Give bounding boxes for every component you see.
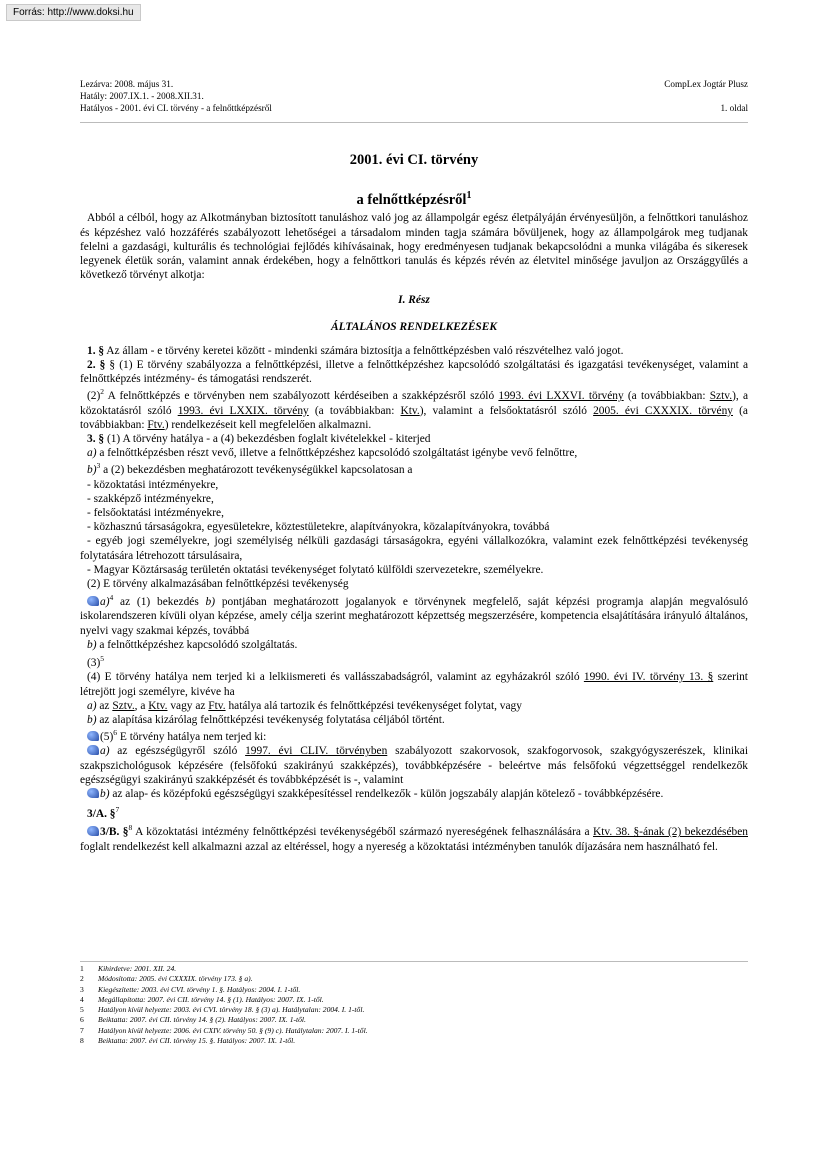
page-header <box>80 78 748 114</box>
law-link[interactable]: 2005. évi CXXXIX. törvény <box>593 404 733 417</box>
act-title: 2001. évi CI. törvény <box>349 152 479 168</box>
product-name: CompLex Jogtár Plusz <box>664 79 748 89</box>
footnote-number: 5 <box>80 1005 84 1015</box>
document-page <box>80 78 748 854</box>
amendment-icon[interactable] <box>87 788 99 798</box>
footnote-text: Beiktatta: 2007. évi CII. törvény 15. §. Hatályos: 2007. IX. 1-től. <box>98 1036 296 1046</box>
footnote-number: 2 <box>80 974 84 984</box>
footnote-number: 7 <box>80 1025 84 1035</box>
footnote-text: Megállapította: 2007. évi CII. törvény 14. § (1). Hatályos: 2007. IX. 1-től. <box>98 994 324 1004</box>
amendment-icon[interactable] <box>87 826 99 836</box>
law-link[interactable]: Ftv. <box>147 418 165 431</box>
footnote <box>80 1036 748 1046</box>
footnote <box>80 995 748 1005</box>
source-label: Forrás: http://www.doksi.hu <box>6 4 141 21</box>
footnote-ref[interactable]: 7 <box>115 805 120 815</box>
footnote-number: 3 <box>80 984 84 994</box>
list-item: - egyéb jogi személyekre, jogi személyiség nélküli gazdasági társaságokra, egyéni vállalkozókra, valamint ezek felnőttképzési tevékenység folytatására létrehozott társulásaira, <box>80 535 748 562</box>
law-link[interactable]: Sztv. <box>709 390 733 403</box>
footnote-ref[interactable]: 4 <box>109 593 114 603</box>
section-3-para-2-b: b) a felnőttképzéshez kapcsolódó szolgáltatás. <box>87 638 298 651</box>
list-item: - Magyar Köztársaság területén oktatási tevékenységet folytató külföldi szervezetekre, személyekre. <box>87 563 544 576</box>
law-link[interactable]: Ftv. <box>208 699 226 712</box>
section-3-point-a: a) a felnőttképzésben részt vevő, illetve a felnőttképzéshez kapcsolódó szolgáltatást igénybe vevő felnőttre, <box>87 447 578 460</box>
footnote-number: 6 <box>80 1015 84 1025</box>
footnote-ref[interactable]: 5 <box>100 654 105 664</box>
list-item: - szakképző intézményekre, <box>87 492 214 505</box>
law-link[interactable]: Ktv. <box>400 404 420 417</box>
section-3-para-2-a: a)$^4$ az (1) bekezdés b) pontjában meghatározott jogalanyok e törvénynek megfelelő, saját képzési programja alapján megvalósuló iskolarendszeren kívüli olyan képzése, amely célja szerint meghatározott képzettség megszerzésére, kompetencia elsajátítására irányuló általános, nyelvi vagy szakmai képzés, továbbá <box>80 593 749 637</box>
header-divider <box>80 122 748 123</box>
footnote-number: 8 <box>80 1036 84 1046</box>
footnote-ref[interactable]: 3 <box>96 461 101 471</box>
footnote <box>80 974 748 984</box>
section-3-para-5-b: b) az alap- és középfokú egészségügyi szakképesítéssel rendelkezők - külön jogszabály alapján kötelező - továbbképzésére. <box>80 787 748 801</box>
law-link[interactable]: Sztv. <box>112 699 135 712</box>
footnote-number: 1 <box>80 964 84 973</box>
amendment-icon[interactable] <box>87 596 99 606</box>
amendment-icon[interactable] <box>87 745 99 755</box>
footnote-text: Hatályon kívül helyezte: 2006. évi CXIV. törvény 50. § (9) c). Hatálytalan: 2007. I. 1-től. <box>98 1025 368 1035</box>
section-3a: 3/A. §$^7$ <box>87 805 120 821</box>
law-link[interactable]: 1993. évi LXXIX. törvény <box>177 404 309 417</box>
footnote-text: Módosította: 2005. évi CXXXIX. törvény 173. § a). <box>98 974 253 984</box>
chapter-heading: ÁLTALÁNOS RENDELKEZÉSEK <box>331 320 497 333</box>
section-3-para-2: (2) E törvény alkalmazásában felnőttképzési tevékenység <box>87 578 349 591</box>
footnote <box>80 1015 748 1025</box>
footnote <box>80 964 748 974</box>
footnote-number: 4 <box>80 994 84 1004</box>
section-3-para-3: $(3)^5$ <box>87 654 105 670</box>
page-number: 1. oldal <box>720 103 748 113</box>
validity-range: Hatály: 2007.IX.1. - 2008.XII.31. <box>80 91 204 101</box>
section-3-para-5: $(5)^6$ E törvény hatálya nem terjed ki: <box>80 730 748 744</box>
in-force-title: Hatályos - 2001. évi CI. törvény - a felnőttképzésről <box>80 103 272 113</box>
section-3-para-4-a: a) az Sztv., a Ktv. vagy az Ftv. hatálya alá tartozik és felnőttképzési tevékenységet folytat, vagy <box>87 699 522 712</box>
section-3-para-5-a: a) az egészségügyről szóló 1997. évi CLIV. törvényben szabályozott szakorvosok, szakfogorvosok, szakgyógyszerészek, klinikai szakpszichológusok képzésére (felsőfokú szakirányú szakképzés), továbbképzésére - beleértve más felsőfokú végzettséggel rendelkezők egészségügyi szakirányú szakképzését és továbbképzését is -, valamint <box>80 745 749 786</box>
list-item: - közoktatási intézményekre, <box>87 478 219 491</box>
law-link[interactable]: 1997. évi CLIV. törvényben <box>245 745 388 758</box>
section-3-point-b: b)$^3$ a (2) bekezdésben meghatározott tevékenységükkel kapcsolatosan a <box>87 461 413 477</box>
law-link[interactable]: 1990. évi IV. törvény 13. § <box>583 671 714 684</box>
footnote <box>80 1026 748 1036</box>
footnote-ref[interactable]: 6 <box>113 728 118 738</box>
section-2: 2. § § (1) E törvény szabályozza a felnőttképzési, illetve a felnőttképzéshez kapcsolódó szolgáltatási és igazgatási tevékenységet, valamint a felnőttképzés intézmény- és támogatási rendszerét. <box>80 359 748 386</box>
list-item: - felsőoktatási intézményekre, <box>87 507 224 520</box>
footnote <box>80 985 748 995</box>
part-heading: I. Rész <box>398 294 430 307</box>
footnote-text: Kihirdetve: 2001. XII. 24. <box>98 964 177 973</box>
section-2-para-2: $(2)^2$ A felnőttképzés e törvényben nem szabályozott kérdéseiben a szakképzésről szóló 1993. évi LXXVI. törvény (a továbbiakban: Sztv.), a közoktatásról szóló 1993. évi LXXIX. törvény (a továbbiakban: Ktv.), valamint a felsőoktatásról szóló 2005. évi CXXXIX. törvény (a továbbiakban: Ftv.) rendelkezéseit kell megfelelően alkalmazni. <box>80 387 748 431</box>
amendment-icon[interactable] <box>87 731 99 741</box>
footnotes <box>80 964 748 1046</box>
footnote <box>80 1005 748 1015</box>
section-3b: 3/B. §$^8$ A közoktatási intézmény felnőttképzési tevékenységéből származó nyereségének felhasználására a Ktv. 38. §-ának (2) bekezdésében foglalt rendelkezést kell alkalmazni azzal az eltéréssel, hogy a nyereség a közoktatási intézményben tanulók díjazására nem használható fel. <box>80 823 748 853</box>
preamble: Abból a célból, hogy az Alkotmányban biztosított tanuláshoz való jog az állampolgár egész életpályáján érvényesüljön, a felnőttkori tanuláshoz és képzéshez való hozzáférés szabályozott lehetőségei a társadalom minden tagja számára bővüljenek, hogy az állampolgárok meg tudjanak felelni a gazdasági, kulturális és technológiai fejlődés kihívásainak, hogy eredményesen tudjanak bekapcsolódni a munka világába és sikeresek legyenek életük során, valamint annak érdekében, hogy a felnőttkori tanulás és képzés révén az életvitel minősége javuljon az Országgyűlés a következő törvényt alkotja: <box>80 212 748 282</box>
closed-date: Lezárva: 2008. május 31. <box>80 79 174 89</box>
footnote-ref[interactable]: 8 <box>128 823 133 833</box>
law-link[interactable]: Ktv. <box>148 699 168 712</box>
section-3-para-4: (4) E törvény hatálya nem terjed ki a lelkiismereti és vallásszabadságról, valamint az egyházakról szóló 1990. évi IV. törvény 13. § szerint létrejött jogi személyre, kivéve ha <box>80 671 748 698</box>
footnote-divider <box>80 961 748 962</box>
footnote-text: Kiegészítette: 2003. évi CVI. törvény 1. §. Hatályos: 2004. I. 1-től. <box>98 984 301 994</box>
footnote-text: Hatályon kívül helyezte: 2003. évi CVI. törvény 18. § (3) a). Hatálytalan: 2004. I. 1-től. <box>98 1005 365 1015</box>
section-1: 1. § Az állam - e törvény keretei között - mindenki számára biztosítja a felnőttképzésben való részvételhez való jogot. <box>87 344 624 357</box>
law-link[interactable]: 1993. évi LXXVI. törvény <box>498 390 624 403</box>
act-subtitle: a felnőttképzésről$^1$ <box>356 190 472 209</box>
section-3-para-4-b: b) az alapítása kizárólag felnőttképzési tevékenység folytatása céljából történt. <box>87 713 445 726</box>
section-3: 3. § (1) A törvény hatálya - a (4) bekezdésben foglalt kivételekkel - kiterjed <box>87 433 431 446</box>
footnote-text: Beiktatta: 2007. évi CII. törvény 14. § (2). Hatályos: 2007. IX. 1-től. <box>98 1015 306 1025</box>
footnote-ref[interactable]: 2 <box>100 387 105 397</box>
law-link[interactable]: Ktv. 38. §-ának (2) bekezdésében <box>593 826 748 839</box>
footnote-ref[interactable]: 1 <box>466 190 472 202</box>
list-item: - közhasznú társaságokra, egyesületekre, köztestületekre, alapítványokra, közalapítványokra, továbbá <box>87 521 550 534</box>
